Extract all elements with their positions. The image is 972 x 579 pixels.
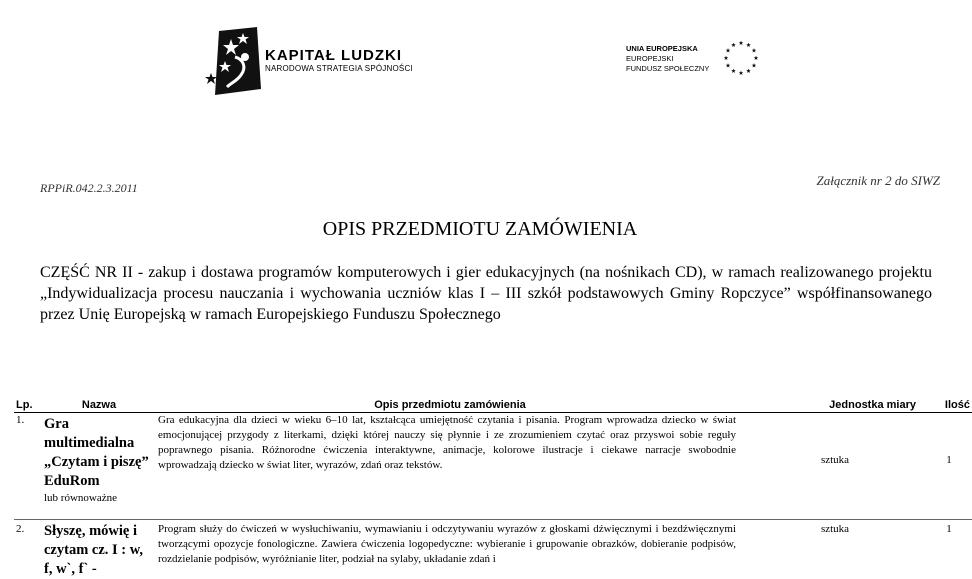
eu-line2: EUROPEJSKI	[626, 54, 709, 64]
row-description: Program służy do ćwiczeń w wysłuchiwaniu, wymawianiu i odczytywaniu wyrazów z głoskami dźwięcznymi i bezdźwięcznymi tworzącymi opozycje fonologiczne. Zawiera ćwiczenia logopedyczne: wybieranie i grupowanie obrazków, dobieranie podpisów, rozdzielanie podpisów, wyróżnianie liter, podział na sylaby, układanie zdań i	[156, 520, 744, 579]
stars-figure-logo-icon	[205, 27, 261, 95]
order-table	[14, 398, 944, 579]
attachment-label: Załącznik nr 2 do SIWZ	[817, 173, 941, 189]
kapital-ludzki-subtitle: NARODOWA STRATEGIA SPÓJNOŚCI	[265, 64, 413, 74]
table-row	[14, 413, 972, 508]
kapital-ludzki-logo	[205, 27, 410, 95]
row-qty: 1	[926, 413, 972, 508]
row-name-note: lub równoważne	[44, 491, 154, 506]
header-name: Nazwa	[42, 398, 156, 413]
row-name: Gra multimedialna „Czytam i piszę” EduRom	[44, 415, 154, 491]
eu-line1: UNIA EUROPEJSKA	[626, 44, 709, 54]
row-name-cell	[42, 520, 156, 579]
row-divider	[14, 507, 972, 520]
row-qty: 1	[926, 520, 972, 579]
reference-number: RPPiR.042.2.3.2011	[40, 181, 138, 196]
eu-logo	[619, 30, 779, 90]
row-unit: sztuka	[744, 413, 926, 508]
header-unit: Jednostka miary	[744, 398, 926, 413]
part-description: CZĘŚĆ NR II - zakup i dostawa programów komputerowych i gier edukacyjnych (na nośnikach CD), w ramach realizowanego projektu „Indywidualizacja procesu nauczania i wychowania uczniów klas I – III szkół podstawowych Gminy Ropczyce” współfinansowanego przez Unię Europejską w ramach Europejskiego Funduszu Społecznego	[40, 262, 932, 325]
row-name: Słyszę, mówię i czytam cz. I : w, f, w`, f` -	[44, 522, 154, 579]
eu-stars-flag-icon	[719, 36, 763, 80]
document-title: OPIS PRZEDMIOTU ZAMÓWIENIA	[0, 218, 960, 241]
table-header-row	[14, 398, 972, 413]
header-qty: Ilość	[926, 398, 972, 413]
row-unit: sztuka	[744, 520, 926, 579]
row-lp: 2.	[14, 520, 42, 579]
header-description: Opis przedmiotu zamówienia	[156, 398, 744, 413]
row-name-cell	[42, 413, 156, 508]
table-row	[14, 520, 972, 579]
eu-line3: FUNDUSZ SPOŁECZNY	[626, 64, 709, 74]
header-lp: Lp.	[14, 398, 42, 413]
row-lp: 1.	[14, 413, 42, 508]
row-description: Gra edukacyjna dla dzieci w wieku 6–10 lat, kształcąca umiejętność czytania i pisania. Program wprowadza dziecko w świat emocjonującej przygody z literkami, dzięki której nauczy się płynnie i ze zrozumieniem czytać oraz przyswoi sobie reguły poprawnego pisania. Różnorodne ćwiczenia interaktywne, animacje, kolorowe ilustracje i ciekawe narracje swobodnie wprowadzają dziecko w świat liter, wyrazów, zdań oraz tekstów.	[156, 413, 744, 508]
kapital-ludzki-title: KAPITAŁ LUDZKI	[265, 47, 413, 64]
